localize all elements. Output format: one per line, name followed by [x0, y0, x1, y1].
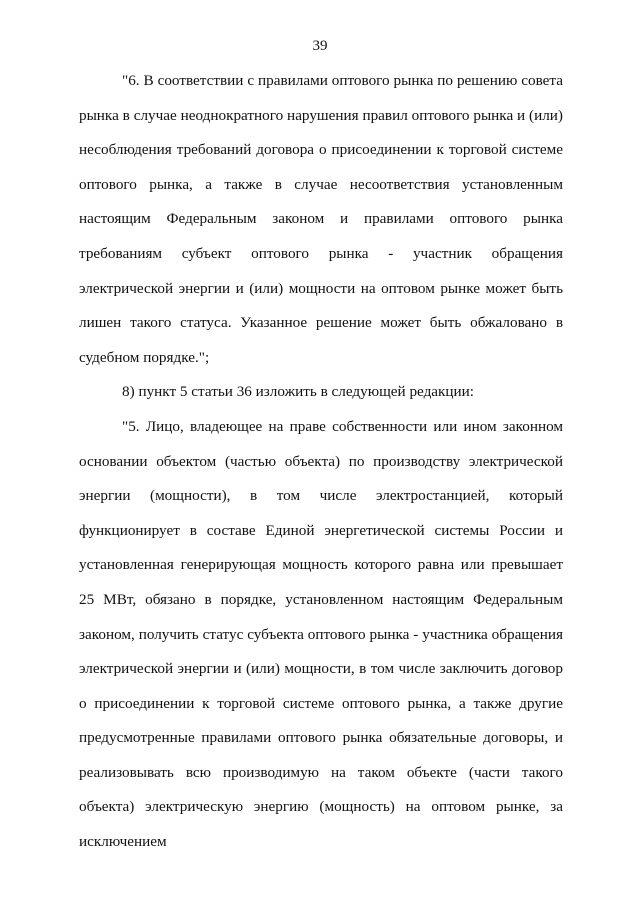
paragraph-item-6-amendment: "6. В соответствии с правилами оптового рынка по решению совета рынка в случае неоднократного нарушения правил оптового рынка и (или) несоблюдения требований договора о присоединении к торговой системе оптового рынка, а также в случае несоответствия установленным настоящим Федеральным законом и правилами оптового рынка требованиям субъект оптового рынка - участник обращения электрической энергии и (или) мощности на оптовом рынке может быть лишен такого статуса. Указанное решение может быть обжаловано в судебном порядке.";: [79, 72, 563, 366]
document-body: [79, 64, 563, 860]
paragraph-point-8: 8) пункт 5 статьи 36 изложить в следующей редакции:: [122, 383, 475, 401]
paragraph-item-5-amendment: "5. Лицо, владеющее на праве собственности или ином законном основании объектом (частью объекта) по производству электрической энергии (мощности), в том числе электростанцией, который функционирует в составе Единой энергетической системы России и установленная генерирующая мощность которого равна или превышает 25 МВт, обязано в порядке, установленном настоящим Федеральным законом, получить статус субъекта оптового рынка - участника обращения электрической энергии и (или) мощности, в том числе заключить договор о присоединении к торговой системе оптового рынка, а также другие предусмотренные правилами оптового рынка обязательные договоры, и реализовывать всю производимую на таком объекте (части такого объекта) электрическую энергию (мощность) на оптовом рынке, за исключением: [79, 417, 563, 851]
page-number: 39: [312, 38, 328, 54]
